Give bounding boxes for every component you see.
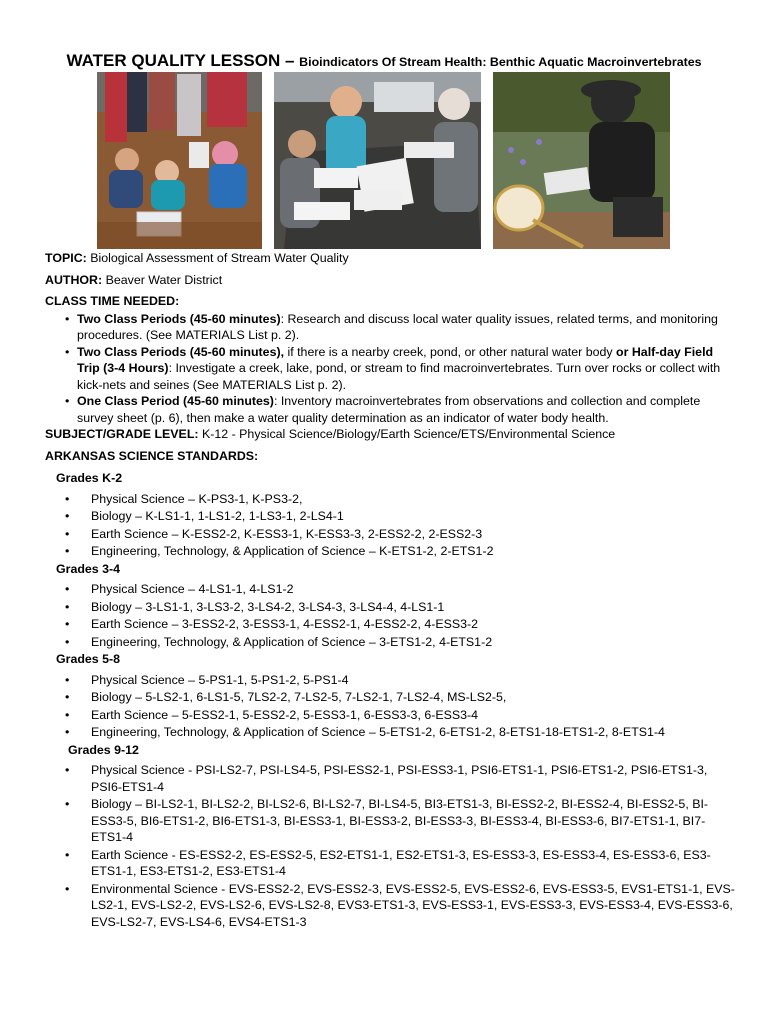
author-line [45, 272, 735, 289]
grade-heading: Grades 3-4 [56, 561, 121, 576]
standard-item: • Engineering, Technology, & Application of Science – K-ETS1-2, 2-ETS1-2 [91, 543, 735, 560]
topic-label: TOPIC: [45, 251, 87, 265]
standards-list [45, 762, 735, 930]
standard-item: • Physical Science – 5-PS1-1, 5-PS1-2, 5-PS1-4 [91, 672, 735, 689]
class-time-item [77, 344, 735, 394]
class-time-heading: CLASS TIME NEEDED: [45, 294, 180, 308]
period-duration: Two Class Periods (45-60 minutes) [77, 311, 281, 326]
standard-item: • Biology – BI-LS2-1, BI-LS2-2, BI-LS2-6, BI-LS2-7, BI-LS4-5, BI3-ETS1-3, BI-ESS2-2, BI-ESS2-4, BI-ESS2-5, BI-ESS3-5, BI6-ETS1-2, BI6-ETS1-3, BI-ESS3-1, BI-ESS3-2, BI-ESS3-3, BI-ESS3-4, BI-ESS3-6, BI7-ETS1-1, BI7-ETS1-4 [91, 796, 735, 846]
subject-line [45, 426, 735, 443]
standard-item: • Biology – 5-LS2-1, 6-LS1-5, 7LS2-2, 7-LS2-5, 7-LS2-1, 7-LS2-4, MS-LS2-5, [91, 689, 735, 706]
title-main: WATER QUALITY LESSON – [66, 51, 300, 70]
students-examining-tray-photo [97, 72, 262, 249]
period-description: : Inventory macroinvertebrates from observations and collection and complete survey sheet (p. 6), then make a water quality determination as an indicator of water body health. [77, 394, 701, 425]
standard-item: • Biology – K-LS1-1, 1-LS1-2, 1-LS3-1, 2-LS4-1 [91, 508, 735, 525]
period-duration-alt: or Half-day Field Trip (3-4 Hours) [77, 344, 714, 375]
period-duration: One Class Period (45-60 minutes) [77, 394, 274, 408]
author-value: Beaver Water District [102, 272, 223, 287]
class-time-list [45, 311, 735, 427]
lesson-title [0, 50, 768, 73]
standard-item: • Environmental Science - EVS-ESS2-2, EVS-ESS2-3, EVS-ESS2-5, EVS-ESS2-6, EVS-ESS3-5, EVS1-ETS1-1, EVS-LS2-1, EVS-LS2-2, EVS-LS2-6, EVS-LS2-8, EVS3-ETS1-3, EVS-ESS3-1, EVS-ESS3-3, EVS-ESS3-4, EVS-ESS3-6, EVS-LS2-7, EVS-LS4-6, EVS4-ETS1-3 [91, 881, 735, 931]
standard-item: • Earth Science - ES-ESS2-2, ES-ESS2-5, ES2-ETS1-1, ES2-ETS1-3, ES-ESS3-3, ES-ESS3-4, ES-ESS3-6, ES3-ETS1-1, ES3-ETS1-2, ES3-ETS1-4 [91, 847, 735, 880]
standard-item: • Biology – 3-LS1-1, 3-LS3-2, 3-LS4-2, 3-LS4-3, 3-LS4-4, 4-LS1-1 [91, 599, 735, 616]
subject-label: SUBJECT/GRADE LEVEL: [45, 427, 199, 441]
grade-heading: Grades K-2 [56, 471, 123, 485]
lesson-content [45, 250, 735, 931]
standard-item: • Physical Science – 4-LS1-1, 4-LS1-2 [91, 581, 735, 598]
standard-item: • Earth Science – 3-ESS2-2, 3-ESS3-1, 4-ESS2-1, 4-ESS2-2, 4-ESS3-2 [91, 616, 735, 633]
period-description: if there is a nearby creek, pond, or other natural water body [284, 344, 617, 359]
standards-list [45, 581, 735, 650]
standard-item: • Earth Science – 5-ESS2-1, 5-ESS2-2, 5-ESS3-1, 6-ESS3-3, 6-ESS3-4 [91, 707, 735, 724]
author-label: AUTHOR: [45, 272, 103, 287]
grade-heading: Grades 9-12 [68, 742, 139, 757]
topic-value: Biological Assessment of Stream Water Quality [86, 251, 349, 265]
period-description: : Research and discuss local water quality issues, related terms, and monitoring procedures. (See MATERIALS List p. 2). [77, 311, 718, 342]
standards-heading: ARKANSAS SCIENCE STANDARDS: [45, 448, 259, 463]
standard-item: • Earth Science – K-ESS2-2, K-ESS3-1, K-ESS3-3, 2-ESS2-2, 2-ESS2-3 [91, 526, 735, 543]
period-duration: Two Class Periods (45-60 minutes), [77, 344, 285, 359]
students-sorting-trays-photo [274, 72, 481, 249]
standard-item: • Physical Science – K-PS3-1, K-PS3-2, [91, 491, 735, 508]
standard-item: • Physical Science - PSI-LS2-7, PSI-LS4-5, PSI-ESS2-1, PSI-ESS3-1, PSI6-ETS1-1, PSI6-ETS1-2, PSI6-ETS1-3, PSI6-ETS1-4 [91, 762, 735, 795]
standards-list [45, 491, 735, 560]
period-description-alt: : Investigate a creek, lake, pond, or stream to find macroinvertebrates. Turn over rocks or collect with kick-nets and seines (See MATERIALS List p. 2). [77, 361, 721, 392]
standard-item: • Engineering, Technology, & Application of Science – 5-ETS1-2, 6-ETS1-2, 8-ETS1-18-ETS1-2, 8-ETS1-4 [91, 724, 735, 741]
instructor-with-net-photo [493, 72, 670, 249]
topic-line [45, 250, 735, 267]
grade-heading: Grades 5-8 [56, 652, 121, 666]
class-time-item [77, 393, 735, 426]
title-subtitle: Bioindicators Of Stream Health: Benthic Aquatic Macroinvertebrates [299, 55, 702, 69]
subject-value: K-12 - Physical Science/Biology/Earth Science/ETS/Environmental Science [198, 427, 616, 441]
standard-item: • Engineering, Technology, & Application of Science – 3-ETS1-2, 4-ETS1-2 [91, 634, 735, 651]
class-time-item [77, 311, 735, 344]
standards-list [45, 672, 735, 741]
